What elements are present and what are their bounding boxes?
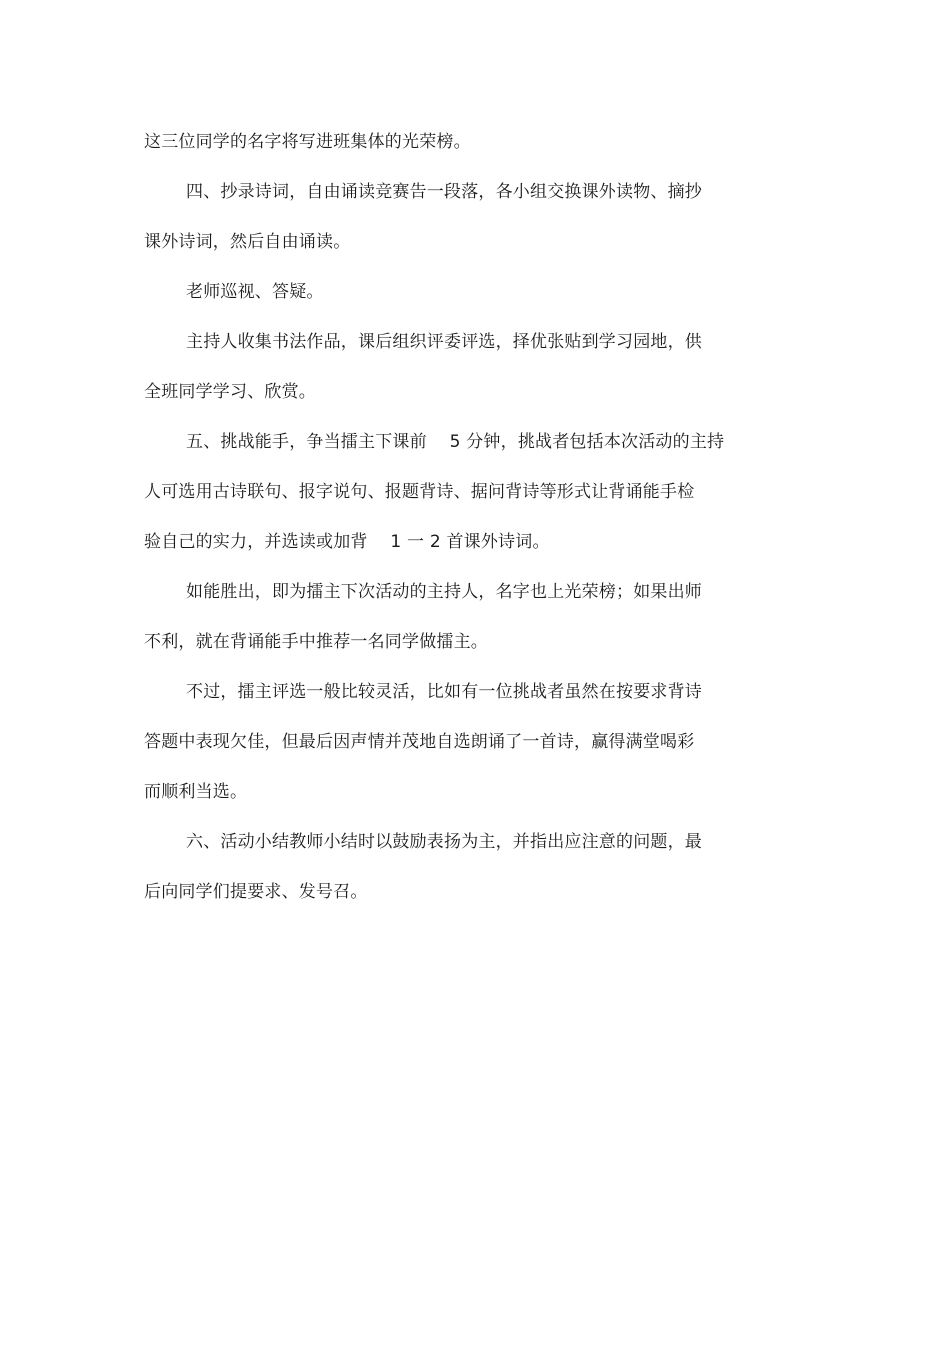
text-line: 不过，擂主评选一般比较灵活，比如有一位挑战者虽然在按要求背诗	[186, 682, 702, 702]
text-line: 五、挑战能手，争当擂主下课前 5 分钟，挑战者包括本次活动的主持	[186, 432, 725, 452]
text-line: 六、活动小结教师小结时以鼓励表扬为主，并指出应注意的问题，最	[186, 832, 702, 852]
text-line: 后向同学们提要求、发号召。	[144, 882, 368, 902]
text-line: 全班同学学习、欣赏。	[144, 382, 316, 402]
text-line: 这三位同学的名字将写进班集体的光荣榜。	[144, 132, 471, 152]
text-line: 答题中表现欠佳，但最后因声情并茂地自选朗诵了一首诗，赢得满堂喝彩	[144, 732, 695, 752]
text-line: 主持人收集书法作品，课后组织评委评选，择优张贴到学习园地，供	[186, 332, 702, 352]
text-line: 课外诗词，然后自由诵读。	[144, 232, 351, 252]
text-line: 人可选用古诗联句、报字说句、报题背诗、据问背诗等形式让背诵能手检	[144, 482, 695, 502]
text-line: 验自己的实力，并选读或加背 1 一 2 首课外诗词。	[144, 532, 550, 552]
text-line: 四、抄录诗词，自由诵读竞赛告一段落，各小组交换课外读物、摘抄	[186, 182, 702, 202]
text-line: 老师巡视、答疑。	[186, 282, 324, 302]
text-line: 不利，就在背诵能手中推荐一名同学做擂主。	[144, 632, 488, 652]
text-line: 而顺利当选。	[144, 782, 248, 802]
text-line: 如能胜出，即为擂主下次活动的主持人，名字也上光荣榜；如果出师	[186, 582, 702, 602]
